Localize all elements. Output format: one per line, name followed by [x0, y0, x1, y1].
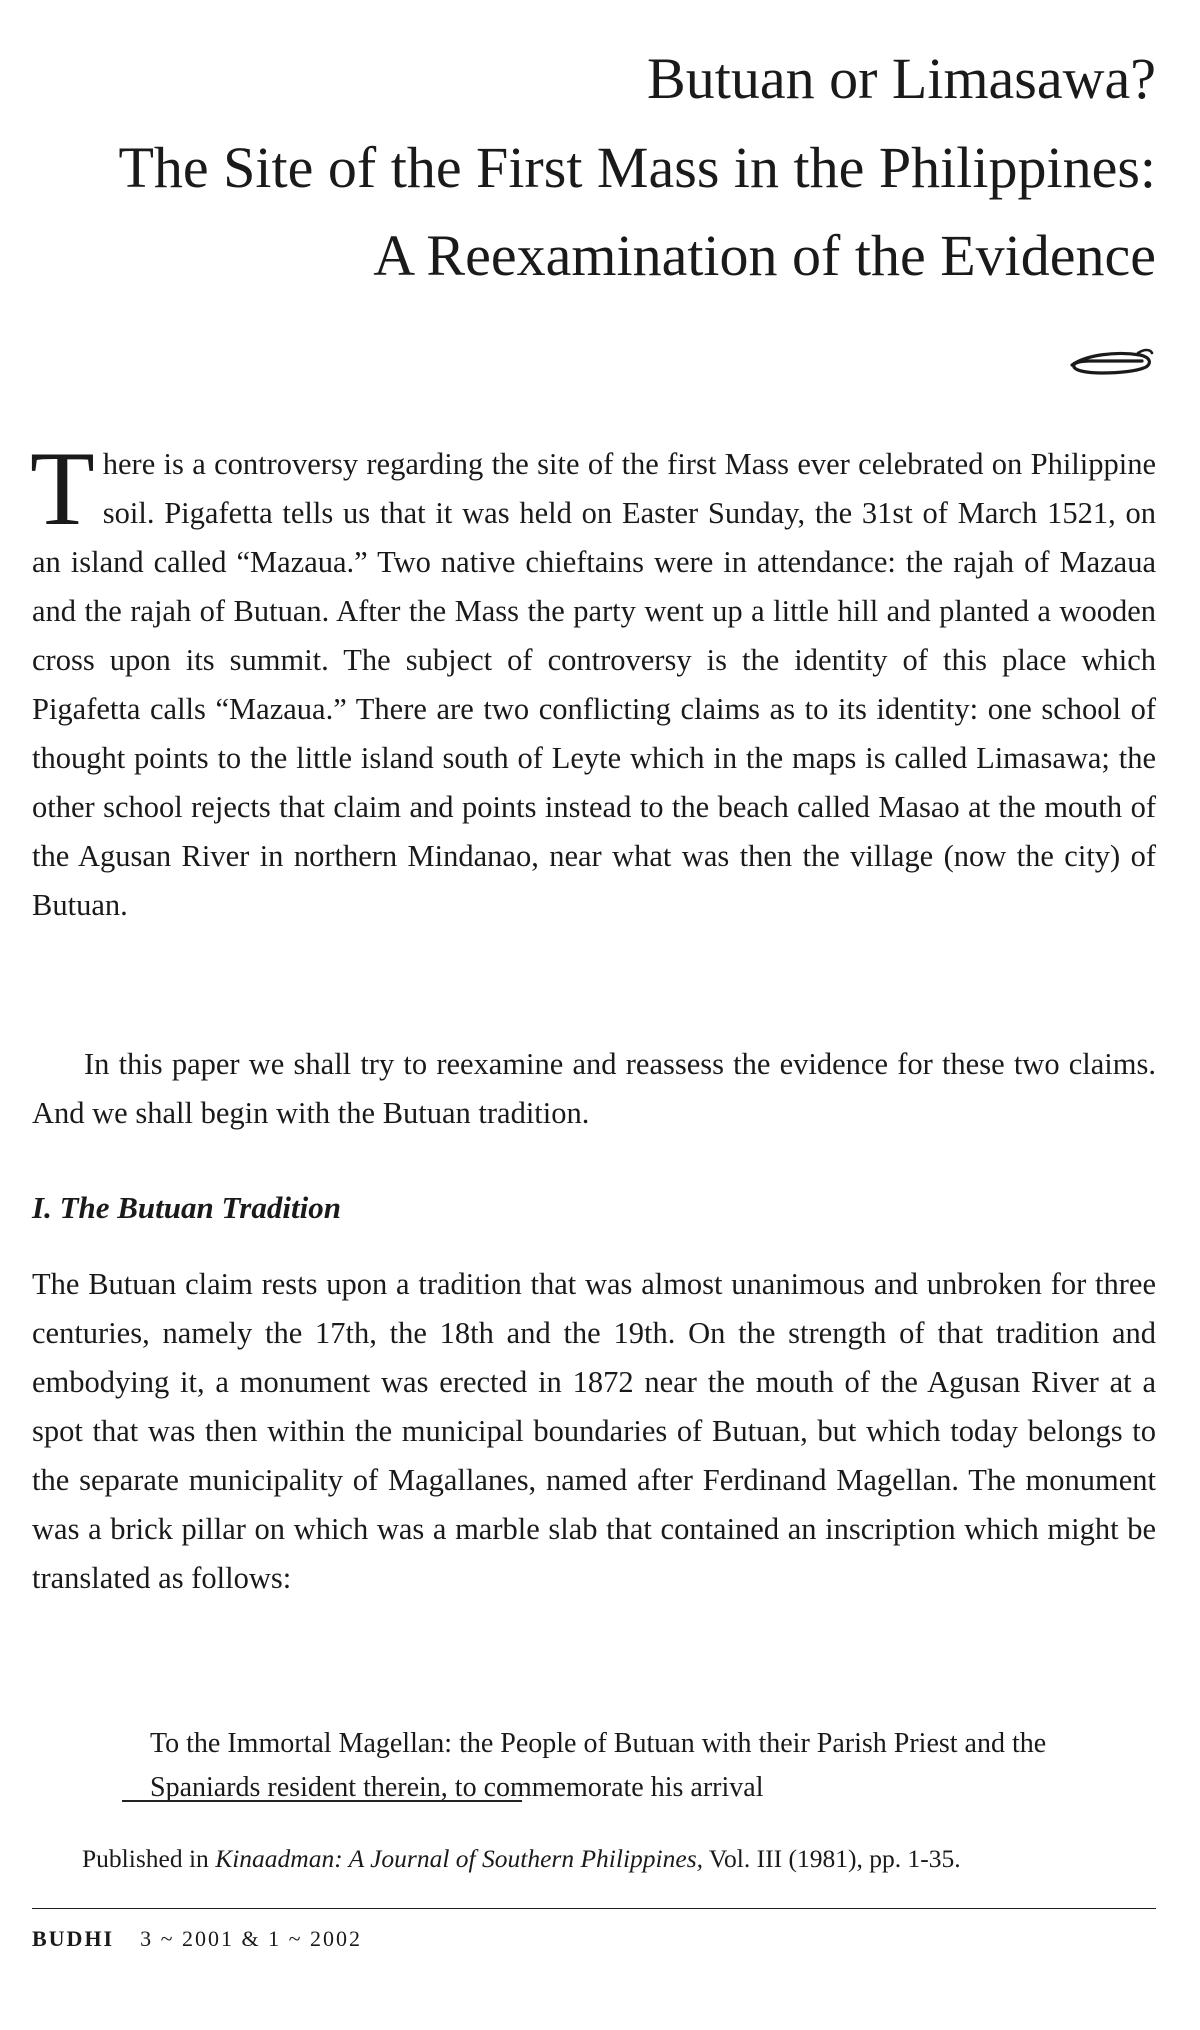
scroll-flourish-icon — [1068, 343, 1154, 377]
footer-issue: 3 ~ 2001 & 1 ~ 2002 — [140, 1926, 363, 1951]
footnote-suffix: Vol. III (1981), pp. 1-35. — [703, 1844, 961, 1873]
section-paragraph: The Butuan claim rests upon a tradition that was almost unanimous and unbroken for three centuries, namely the 17th, the 18th and the 19th. On the strength of that tradition and embodying it, a monument was erected in 1872 near the mouth of the Agusan River at a spot that was then within the municipal boundaries of Butuan, but which today belongs to the separate municipality of Magallanes, named after Ferdinand Magellan. The monument was a brick pillar on which was a marble slab that contained an inscription which might be translated as follows: — [32, 1267, 1156, 1595]
footer-journal-name: BUDHI — [32, 1926, 115, 1951]
footnote-prefix: Published in — [82, 1844, 216, 1873]
article-title-line-3: A Reexamination of the Evidence — [373, 223, 1156, 288]
article-title-line-1: Butuan or Limasawa? — [647, 46, 1156, 111]
footer-rule — [32, 1908, 1156, 1909]
article-title-line-2: The Site of the First Mass in the Philippines: — [118, 135, 1156, 200]
running-footer — [32, 1926, 362, 1952]
intro-paragraph-text: here is a controversy regarding the site of the first Mass ever celebrated on Philippine soil. Pigafetta tells us that it was held on Easter Sunday, the 31st of March 1521, on an island called “Mazaua.” Two native chieftains were in attendance: the rajah of Mazaua and the rajah of Butuan. After the Mass the party went up a little hill and planted a wooden cross upon its summit. The subject of controversy is the identity of this place which Pigafetta calls “Mazaua.” There are two conflicting claims as to its identity: one school of thought points to the little island south of Leyte which in the maps is called Limasawa; the other school rejects that claim and points instead to the beach called Masao at the mouth of the Agusan River in northern Mindanao, near what was then the village (now the city) of Butuan. — [32, 447, 1156, 922]
footnote-rule — [122, 1800, 522, 1802]
footnote — [32, 1838, 1156, 1880]
block-quote: To the Immortal Magellan: the People of Butuan with their Parish Priest and the Spaniards resident therein, to commemorate his arrival — [150, 1728, 1047, 1803]
drop-cap: T — [30, 430, 95, 547]
section-heading: I. The Butuan Tradition — [32, 1190, 341, 1225]
intro-paragraph-2: In this paper we shall try to reexamine and reassess the evidence for these two claims. And we shall begin with the Butuan tradition. — [32, 1047, 1156, 1130]
footnote-journal-title: Kinaadman: A Journal of Southern Philippines, — [215, 1844, 703, 1873]
intro-paragraph — [30, 430, 1156, 930]
